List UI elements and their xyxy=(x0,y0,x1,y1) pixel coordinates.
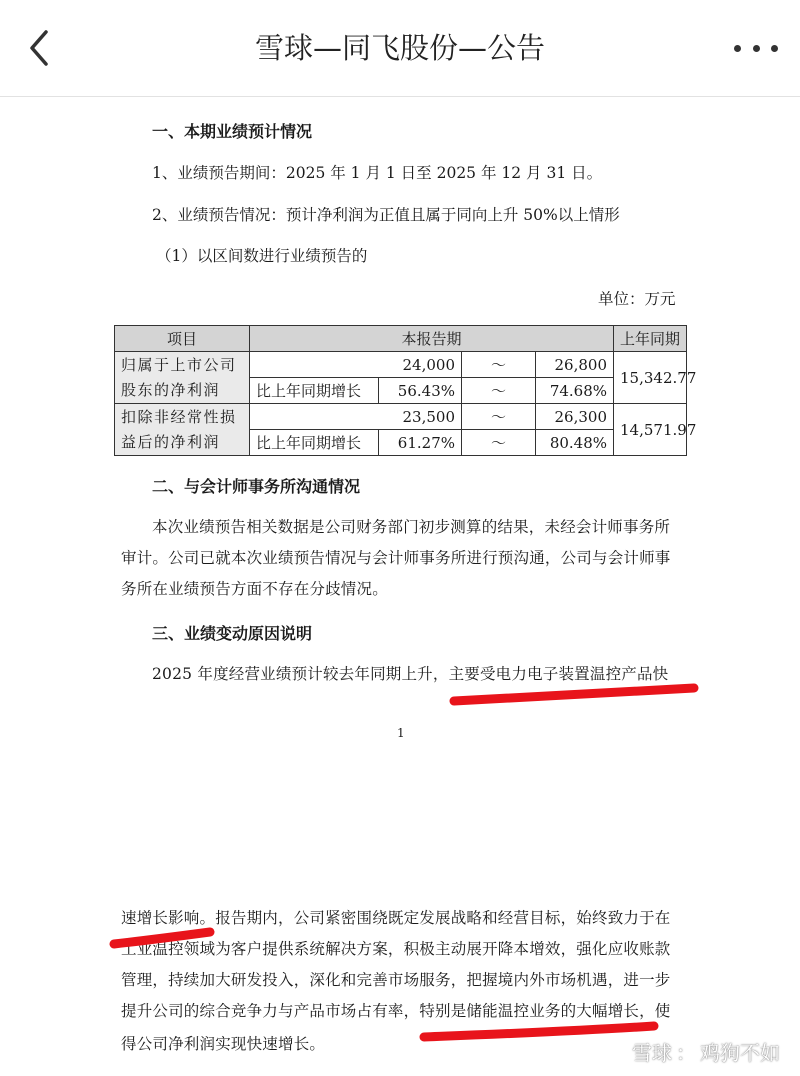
section2-heading: 二、与会计师事务所沟通情况 xyxy=(152,477,361,496)
row2-high-value: 26,300 xyxy=(536,404,614,430)
row1-prior-value: 15,342.77 xyxy=(614,352,687,404)
table-row xyxy=(115,404,687,430)
row1-growth-low: 56.43% xyxy=(379,378,462,404)
row2-name: 扣除非经常性损益后的净利润 xyxy=(115,404,250,456)
more-dot-icon xyxy=(734,45,741,52)
more-dot-icon xyxy=(753,45,760,52)
watermark-separator: ： xyxy=(676,1040,696,1065)
row2-tilde: ～ xyxy=(462,404,536,430)
more-options-button[interactable] xyxy=(734,38,778,58)
next-page-line-4: 提升公司的综合竞争力与产品市场占有率，特别是储能温控业务的大幅增长，使 xyxy=(121,1002,671,1020)
row2-prior-value: 14,571.97 xyxy=(614,404,687,456)
row2-growth-tilde: ～ xyxy=(462,430,536,456)
table-row xyxy=(115,352,687,378)
forecast-period-line: 1、业绩预告期间：2025 年 1 月 1 日至 2025 年 12 月 31 日。 xyxy=(152,164,603,182)
section2-line-2: 审计。公司已就本次业绩预告情况与会计师事务所进行预沟通，公司与会计师事 xyxy=(121,549,671,567)
unit-label: 单位：万元 xyxy=(598,290,676,308)
table-header-row xyxy=(115,326,687,352)
section2-line-3: 务所在业绩预告方面不存在分歧情况。 xyxy=(121,580,388,598)
next-page-line-5: 得公司净利润实现快速增长。 xyxy=(121,1035,326,1053)
row1-growth-tilde: ～ xyxy=(462,378,536,404)
forecast-table xyxy=(114,325,697,456)
section2-line-1: 本次业绩预告相关数据是公司财务部门初步测算的结果，未经会计师事务所 xyxy=(152,518,671,536)
row2-growth-high: 80.48% xyxy=(536,430,614,456)
row1-tilde: ～ xyxy=(462,352,536,378)
forecast-situation-line: 2、业绩预告情况：预计净利润为正值且属于同向上升 50%以上情形 xyxy=(152,206,620,224)
next-page-line-3: 管理，持续加大研发投入，深化和完善市场服务，把握境内外市场机遇，进一步 xyxy=(121,971,671,989)
watermark-author: 鸡狗不如 xyxy=(700,1040,780,1065)
row1-high-value: 26,800 xyxy=(536,352,614,378)
col-item-header: 项目 xyxy=(115,326,250,352)
col-current-header: 本报告期 xyxy=(250,326,614,352)
more-dot-icon xyxy=(771,45,778,52)
row2-growth-low: 61.27% xyxy=(379,430,462,456)
next-page-line-1: 速增长影响。报告期内，公司紧密围绕既定发展战略和经营目标，始终致力于在 xyxy=(121,909,671,927)
row2-low-value: 23,500 xyxy=(250,404,462,430)
row1-growth-high: 74.68% xyxy=(536,378,614,404)
section3-heading: 三、业绩变动原因说明 xyxy=(152,624,313,643)
page-title: 雪球—同飞股份—公告 xyxy=(254,31,545,65)
snowball-logo-icon xyxy=(598,1036,628,1066)
page-number: 1 xyxy=(397,726,405,740)
snowball-watermark xyxy=(598,1034,780,1068)
row1-growth-label: 比上年同期增长 xyxy=(250,378,379,404)
col-prior-header: 上年同期 xyxy=(614,326,687,352)
row1-name: 归属于上市公司股东的净利润 xyxy=(115,352,250,404)
top-bar xyxy=(0,0,800,97)
section3-line-1: 2025 年度经营业绩预计较去年同期上升，主要受电力电子装置温控产品快 xyxy=(152,665,669,683)
next-page-line-2: 工业温控领域为客户提供系统解决方案，积极主动展开降本增效，强化应收账款 xyxy=(121,940,671,958)
highlight-stroke-1 xyxy=(454,688,694,701)
row1-low-value: 24,000 xyxy=(250,352,462,378)
interval-forecast-line: （1）以区间数进行业绩预告的 xyxy=(156,247,368,265)
row2-growth-label: 比上年同期增长 xyxy=(250,430,379,456)
section1-heading: 一、本期业绩预计情况 xyxy=(152,122,313,141)
watermark-brand: 雪球 xyxy=(632,1040,672,1065)
